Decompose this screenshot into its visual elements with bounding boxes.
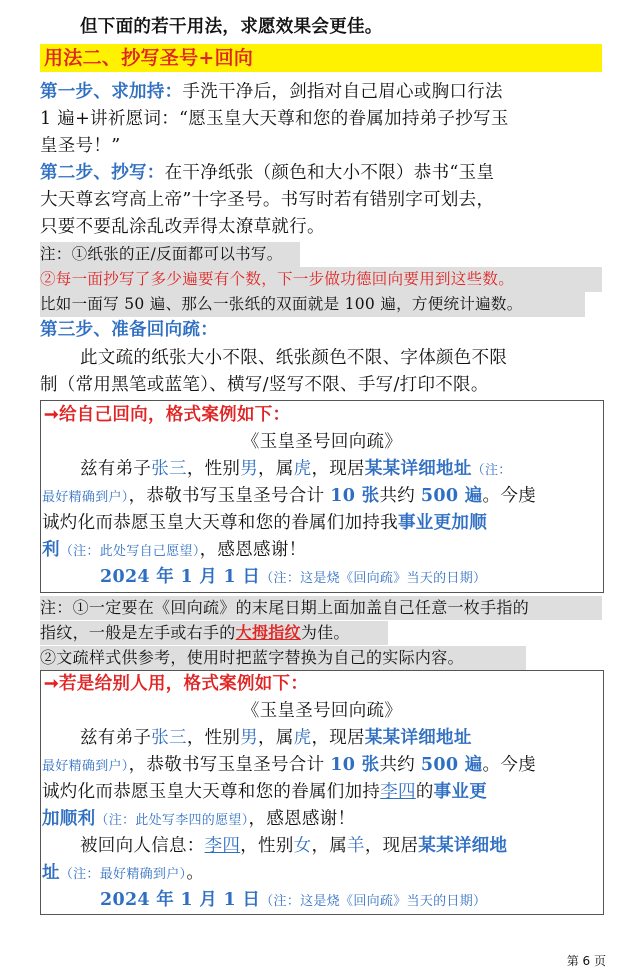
- example2-recipient-line2: 址（注：最好精确到户）。: [42, 863, 205, 883]
- note2-a1: 注：①一定要在《回向疏》的末尾日期上面加盖自己任意一枚手指的: [40, 598, 530, 617]
- step2-line2: 大天尊玄穹高上帝”十字圣号。书写时若有错别字可划去，: [40, 190, 495, 210]
- example1-wish: 事业更加顺: [398, 513, 487, 533]
- example1-sheets: 10 张: [330, 486, 380, 506]
- example1-name: 张三: [151, 459, 187, 479]
- example2-line1: 兹有弟子张三，性别男，属虎，现居某某详细地址: [80, 728, 472, 748]
- intro-text: 但下面的若干用法，求愿效果会更佳。: [80, 17, 383, 37]
- step2-label: 第二步、抄写：: [40, 163, 165, 183]
- step3-line2: 制（常用黑笔或蓝笔）、横写/竖写不限、手写/打印不限。: [40, 375, 489, 395]
- example2-address: 某某详细地址: [364, 728, 472, 748]
- recipient-zodiac: 羊: [347, 836, 365, 856]
- example1-date-line: 2024 年 1 月 1 日（注：这是烧《回向疏》当天的日期）: [100, 567, 487, 587]
- note2-a2: 指纹，一般是左手或右手的大拇指纹为佳。: [40, 623, 350, 642]
- example2-title: ➞若是给别人用，格式案例如下：: [44, 674, 309, 694]
- example2-date-line: 2024 年 1 月 1 日（注：这是烧《回向疏》当天的日期）: [100, 890, 487, 910]
- recipient-name: 李四: [204, 836, 241, 856]
- example1-line2: 最好精确到户），恭敬书写玉皇圣号合计 10 张共约 500 遍。今虔: [42, 486, 536, 506]
- example1-times: 500 遍: [420, 486, 483, 506]
- step1-text1: 手洗干净后，剑指对自己眉心或胸口行法: [182, 82, 503, 102]
- step1-line2: 1 遍+讲祈愿词：“愿玉皇大天尊和您的眷属加持弟子抄写玉: [40, 109, 509, 129]
- example1-line1: 兹有弟子张三，性别男，属虎，现居某某详细地址（注：: [80, 459, 512, 479]
- step1-line1: [40, 79, 604, 106]
- example2-wish: 事业更: [433, 782, 488, 802]
- example2-line3: 诚灼化而恭愿玉皇大天尊和您的眷属们加持李四的事业更: [42, 782, 488, 802]
- step1-label: 第一步、求加持：: [40, 82, 183, 102]
- note2-b: ②文疏样式供参考，使用时把蓝字替换为自己的实际内容。: [40, 648, 464, 667]
- example1-doc-title: 《玉皇圣号回向疏》: [241, 432, 403, 452]
- thumbprint-text: 大拇指纹: [235, 623, 301, 642]
- example1-zodiac: 虎: [293, 459, 312, 479]
- step3-label: 第三步、准备回向疏：: [40, 320, 218, 340]
- recipient-address: 某某详细地: [418, 836, 508, 856]
- example2-times: 500 遍: [420, 755, 483, 775]
- example1-line3: 诚灼化而恭愿玉皇大天尊和您的眷属们加持我事业更加顺: [42, 513, 487, 533]
- step2-line1: [40, 160, 604, 187]
- example2-recipient-line: 被回向人信息：李四，性别女，属羊，现居某某详细地: [80, 836, 508, 856]
- example2-name: 张三: [151, 728, 187, 748]
- step1-line3: 皇圣号！”: [40, 136, 121, 156]
- example2-other-name: 李四: [380, 782, 416, 802]
- section-heading: 用法二、抄写圣号+回向: [44, 47, 254, 69]
- example2-zodiac: 虎: [293, 728, 312, 748]
- example1-title: ➞给自己回向，格式案例如下：: [44, 405, 291, 425]
- example2-line2: 最好精确到户），恭敬书写玉皇圣号合计 10 张共约 500 遍。今虔: [42, 755, 536, 775]
- example1-address: 某某详细地址: [364, 459, 472, 479]
- note1-c: 比如一面写 50 遍、那么一张纸的双面就是 100 遍，方便统计遍数。: [40, 295, 523, 313]
- example2-line4: 加顺利（注：此处写李四的愿望），感恩感谢！: [42, 809, 356, 829]
- example1-gender: 男: [240, 459, 259, 479]
- note1-b: ②每一面抄写了多少遍要有个数，下一步做功德回向要用到这些数。: [40, 270, 515, 288]
- example1-date: 2024 年 1 月 1 日: [100, 567, 261, 587]
- example1-line4: 利（注：此处写自己愿望），感恩感谢！: [42, 540, 307, 560]
- step2-line3: 只要不要乱涂乱改弄得太潦草就行。: [40, 217, 325, 237]
- step3-line1: 此文疏的纸张大小不限、纸张颜色不限、字体颜色不限: [80, 348, 508, 368]
- example2-sheets: 10 张: [330, 755, 380, 775]
- recipient-gender: 女: [293, 836, 312, 856]
- page-number: 第 6 页: [566, 954, 606, 968]
- example2-gender: 男: [240, 728, 259, 748]
- step2-text1: 在干净纸张（颜色和大小不限）恭书“玉皇: [164, 163, 495, 183]
- example2-doc-title: 《玉皇圣号回向疏》: [241, 701, 403, 721]
- example2-date: 2024 年 1 月 1 日: [100, 890, 261, 910]
- note1-a: 注：①纸张的正/反面都可以书写。: [40, 245, 283, 263]
